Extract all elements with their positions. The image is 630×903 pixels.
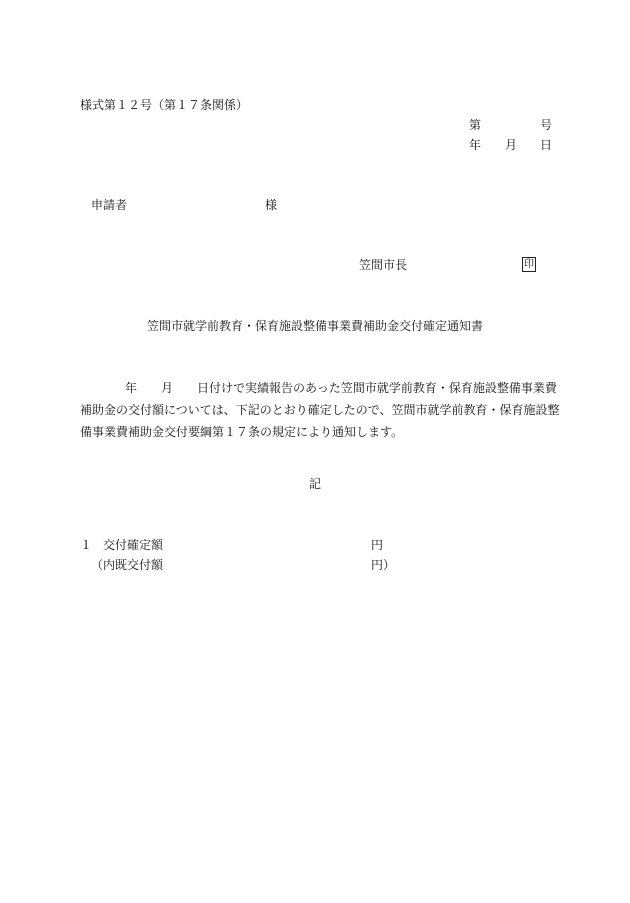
date-year: 年	[469, 138, 482, 152]
body-year: 年	[125, 381, 138, 395]
seal-stamp: 印	[522, 257, 536, 272]
item-label-confirmed-amount: 交付確定額	[103, 538, 164, 552]
date-month: 月	[505, 138, 518, 152]
item-label-already-paid: （内既交付額	[91, 558, 164, 572]
doc-number-prefix: 第	[469, 118, 482, 132]
form-number: 様式第１２号（第１７条関係）	[80, 98, 249, 112]
document-title: 笠間市就学前教育・保育施設整備事業費補助金交付確定通知書	[146, 319, 483, 333]
body-line-3: 備事業費補助金交付要綱第１７条の規定により通知します。	[80, 425, 404, 439]
date-day: 日	[540, 138, 553, 152]
body-line-1	[80, 377, 560, 399]
item-number: １	[80, 538, 93, 552]
applicant-label: 申請者	[91, 198, 128, 212]
item-unit-yen-closing: 円）	[371, 558, 396, 572]
item-unit-yen: 円	[371, 538, 384, 552]
body-month: 月	[161, 381, 174, 395]
body-line-1-text: 日付けで実績報告のあった笠間市就学前教育・保育施設整備事業費	[197, 381, 557, 395]
honorific: 様	[265, 198, 278, 212]
body-line-2: 補助金の交付額については、下記のとおり確定したので、笠間市就学前教育・保育施設整	[80, 403, 560, 417]
issuer-name: 笠間市長	[359, 258, 408, 272]
body-paragraph	[80, 377, 560, 443]
doc-number-suffix: 号	[540, 118, 553, 132]
ki-heading: 記	[309, 477, 322, 491]
